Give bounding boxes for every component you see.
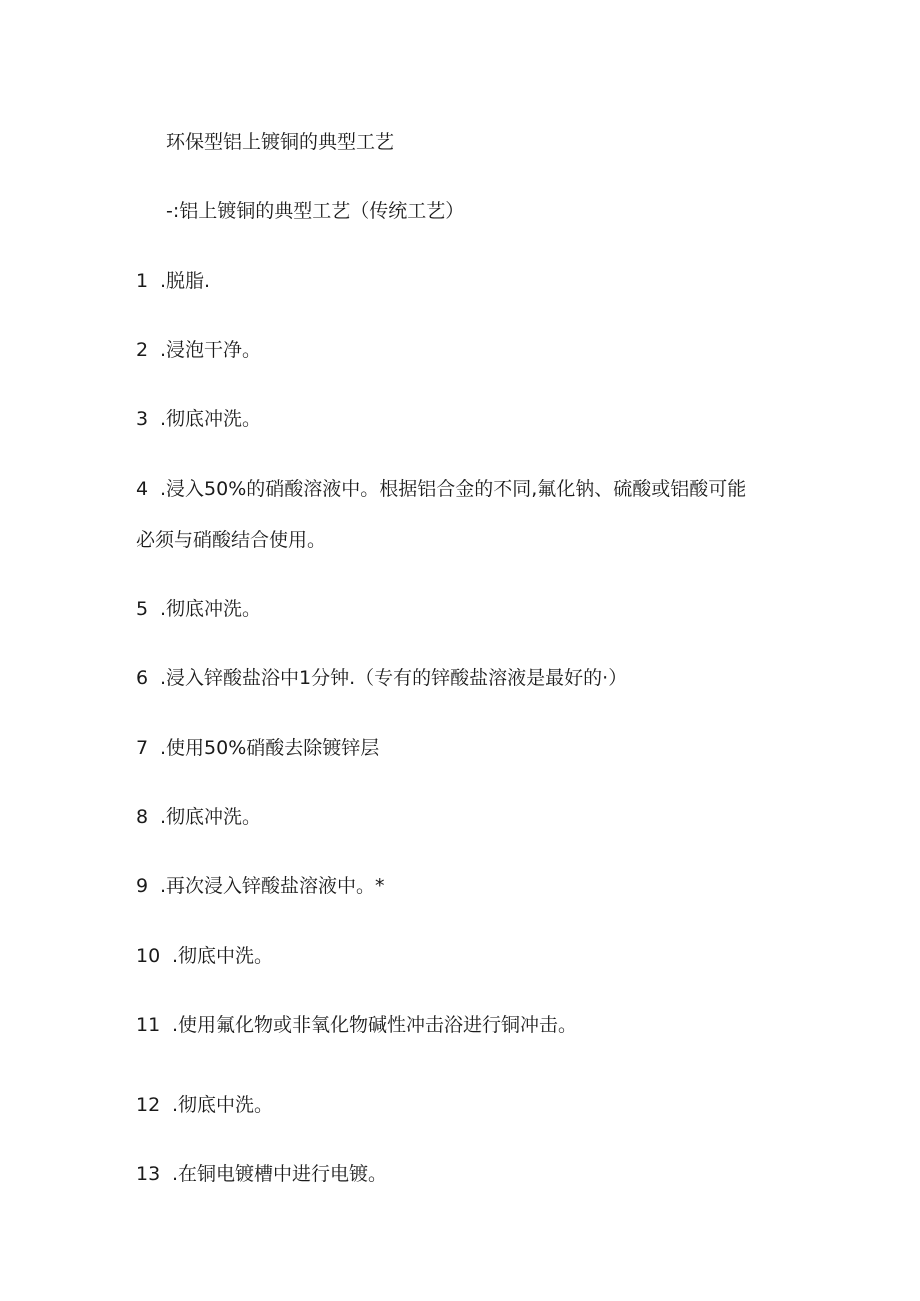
step-item: [136, 1161, 387, 1187]
section-heading: -:铝上镀铜的典型工艺（传统工艺）: [166, 200, 465, 222]
step-text: .彻底冲洗。: [160, 806, 262, 828]
step-item: [136, 735, 379, 761]
step-text: .彻底中洗。: [172, 1094, 274, 1116]
step-text: .浸泡干净。: [160, 339, 262, 361]
step-item: [136, 337, 261, 363]
step-number: 7: [136, 737, 149, 759]
step-text-continuation: 必须与硝酸结合使用。: [136, 529, 327, 551]
step-item: [136, 873, 385, 899]
step-item: [136, 596, 261, 622]
step-item: [136, 476, 746, 502]
step-text: .再次浸入锌酸盐溶液中。*: [160, 875, 385, 897]
step-text: .彻底冲洗。: [160, 408, 262, 430]
step-item: [136, 268, 210, 294]
step-item: [136, 943, 273, 969]
step-text: .使用50%硝酸去除镀锌层: [160, 737, 380, 759]
step-number: 5: [136, 598, 149, 620]
step-number: 13: [136, 1163, 161, 1185]
step-item: [136, 665, 627, 691]
document-title: 环保型铝上镀铜的典型工艺: [166, 131, 395, 153]
step-text: .使用氟化物或非氧化物碱性冲击浴进行铜冲击。: [172, 1014, 578, 1036]
step-number: 8: [136, 806, 149, 828]
step-item: [136, 406, 261, 432]
step-text: .浸入50%的硝酸溶液中。根据铝合金的不同,氟化钠、硫酸或铝酸可能: [160, 478, 747, 500]
step-text: .彻底中洗。: [172, 945, 274, 967]
step-number: 1: [136, 270, 149, 292]
step-item: [136, 1092, 273, 1118]
step-number: 11: [136, 1014, 161, 1036]
step-text: .在铜电镀槽中进行电镀。: [172, 1163, 388, 1185]
step-text: .脱脂.: [160, 270, 211, 292]
step-item: [136, 804, 261, 830]
step-text: .浸入锌酸盐浴中1分钟.（专有的锌酸盐溶液是最好的·）: [160, 667, 628, 689]
step-number: 10: [136, 945, 161, 967]
step-number: 9: [136, 875, 149, 897]
step-number: 2: [136, 339, 149, 361]
step-number: 3: [136, 408, 149, 430]
step-item: [136, 1012, 577, 1038]
step-text: .彻底冲洗。: [160, 598, 262, 620]
step-number: 12: [136, 1094, 161, 1116]
step-number: 6: [136, 667, 149, 689]
step-number: 4: [136, 478, 149, 500]
